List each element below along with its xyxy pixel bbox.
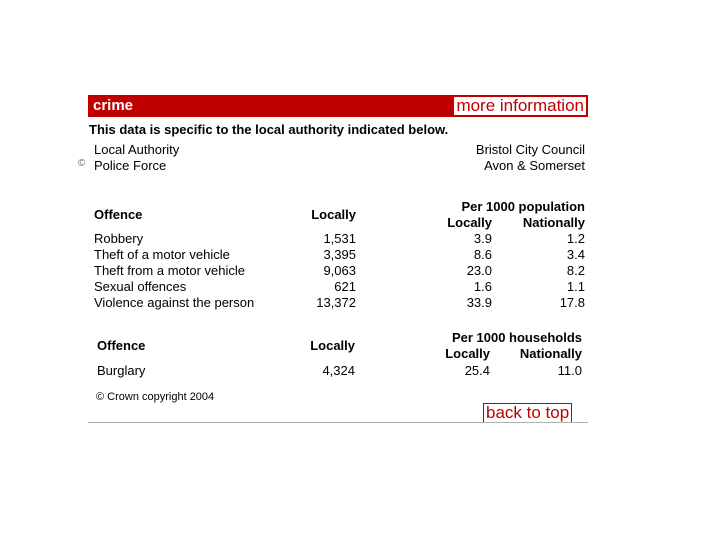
bottom-divider	[88, 422, 588, 423]
local-authority-value: Bristol City Council	[475, 142, 585, 157]
intro-text: This data is specific to the local authority indicated below.	[89, 122, 449, 137]
locally-cell: 4,324	[322, 363, 355, 378]
offence-cell: Theft from a motor vehicle	[94, 263, 245, 278]
per-national-cell: 17.8	[559, 295, 585, 310]
per-local-cell: 8.6	[473, 247, 492, 262]
locally-cell: 1,531	[323, 231, 356, 246]
table2-col-offence: Offence	[97, 338, 146, 353]
more-information-link[interactable]: more information	[453, 96, 587, 116]
table2-sub-nationally: Nationally	[519, 346, 582, 361]
offence-cell: Violence against the person	[94, 295, 255, 310]
table2-sub-locally: Locally	[445, 346, 490, 361]
offence-cell: Theft of a motor vehicle	[94, 247, 230, 262]
table1-group-header: Per 1000 population	[461, 199, 585, 214]
per-local-cell: 3.9	[473, 231, 492, 246]
table2-col-locally: Locally	[310, 338, 355, 353]
locally-cell: 9,063	[323, 263, 356, 278]
copyright-small-icon: ©	[78, 158, 86, 169]
copyright-notice: © Crown copyright 2004	[96, 391, 215, 403]
section-title: crime	[93, 97, 134, 114]
per-local-cell: 33.9	[466, 295, 492, 310]
per-national-cell: 3.4	[566, 247, 585, 262]
per-local-cell: 25.4	[464, 363, 490, 378]
table2-group-header: Per 1000 households	[451, 330, 582, 345]
per-national-cell: 11.0	[557, 363, 582, 378]
police-force-label: Police Force	[94, 158, 167, 173]
table1-col-offence: Offence	[94, 207, 143, 222]
locally-cell: 621	[334, 279, 356, 294]
police-force-value: Avon & Somerset	[484, 158, 585, 173]
locally-cell: 3,395	[323, 247, 356, 262]
per-national-cell: 1.2	[566, 231, 585, 246]
per-local-cell: 1.6	[473, 279, 492, 294]
offence-cell: Robbery	[94, 231, 144, 246]
offence-cell: Burglary	[97, 363, 146, 378]
per-national-cell: 8.2	[566, 263, 585, 278]
locally-cell: 13,372	[316, 295, 356, 310]
per-national-cell: 1.1	[566, 279, 585, 294]
table1-col-locally: Locally	[311, 207, 356, 222]
back-to-top-link[interactable]: back to top	[483, 403, 572, 423]
offence-cell: Sexual offences	[94, 279, 187, 294]
local-authority-label: Local Authority	[94, 142, 180, 157]
per-local-cell: 23.0	[466, 263, 492, 278]
table1-sub-nationally: Nationally	[522, 215, 585, 230]
crime-panel	[78, 95, 588, 423]
table1-sub-locally: Locally	[447, 215, 492, 230]
header-bar	[88, 95, 588, 117]
